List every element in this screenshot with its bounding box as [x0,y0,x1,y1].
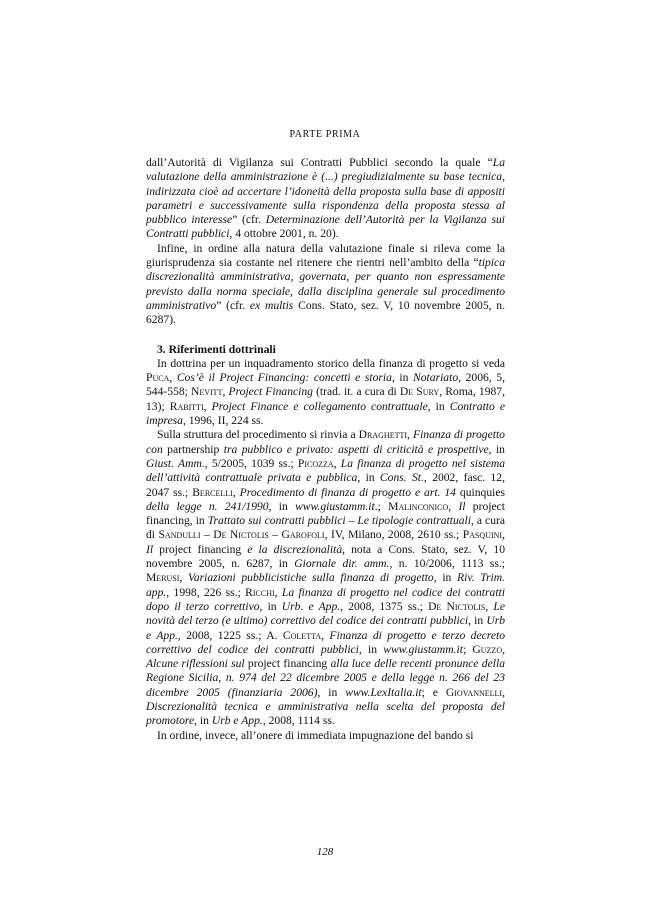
italic-run: Alcune riflessioni sul [146,657,245,671]
text-run: , 2008, 1375 ss.; [340,599,429,613]
italic-run: alla luce delle recenti pronunce della Regione Sicilia, n. 974 del 22 dicembre 2005 e della legge n. 266 del 23 dicembre 2005 (finanziaria 2006) [146,657,505,699]
text-run: dall’Autorità di Vigilanza sui Contratti Pubblici secondo la quale “ [146,156,493,169]
italic-run: www.LexItalia.it [345,685,422,699]
text-run: In ordine, invece, all’onere di immediata impugnazione del bando si [157,728,474,742]
page-body [146,156,505,743]
author-name: Draghetti [358,428,408,442]
text-run: , in [259,599,282,613]
author-name: De Nictolis [428,599,486,613]
italic-run: Finanza di progetto con [146,428,505,456]
text-run: , nota a Cons. Stato, sez. V, 10 novembre 2005, n. 6287, in [146,542,506,571]
author-name: Puca [146,371,170,385]
italic-run: La finanza di progetto nel sistema dell’attività contrattuale privata e pubblica [146,456,506,485]
text-run: Sulla struttura del procedimento si rinvia a [157,428,359,442]
text-run: , n. 10/2006, 1113 ss.; [389,557,505,571]
text-run: , 1996, II, 224 ss. [182,414,264,428]
author-name: Pasquini [462,528,503,542]
text-run: , in [468,614,487,628]
text-run: Infine, in ordine alla natura della valutazione finale si rileva come la giurisprudenza sia costante nel ritenere che rientri nell’ambito della “ [146,241,505,270]
italic-run: Giornale dir. amm. [294,557,390,571]
paragraph-4 [146,428,505,728]
italic-run: Contratto e impresa [146,399,505,428]
text-run: , [502,685,505,699]
italic-run: Urb e App. [211,714,263,728]
text-run: , in [317,685,346,699]
italic-run: Determinazione dell’Autorità per la Vigilanza sui Contratti pubblici [146,213,505,241]
text-run: project financing [146,499,505,528]
italic-run: Discrezionalità tecnica e amministrativa nella scelta del proposta del promotore [146,699,505,728]
italic-run: Notariato [413,371,459,385]
text-run: , [274,585,282,599]
text-run: , in [357,471,380,485]
italic-run: della legge n. 241/1990 [146,499,269,513]
italic-run: Il [458,499,466,513]
paragraph-5 [146,729,505,743]
text-run: , [448,499,459,513]
text-run: project financing [153,542,248,556]
author-name: Nevitt [190,385,223,399]
italic-run: Project Finance e collegamento contrattuale [211,399,428,413]
page-number: 128 [316,846,334,858]
italic-run: tipica discrezionalità amministrativa, governata, per quanto non espressamente previsto dalla norma speciale, dalla disciplina generale sul procedimento amministrativo [146,256,505,312]
italic-run: La valutazione della amministrazione è (...) pregiudizialmente su base tecnica, indirizzata cioè ad accertare l’idoneità della proposta sulla base di appositi parametri e successivamente sulla rispondenza della proposta stessa al pubblico interesse [146,156,505,227]
running-header: PARTE PRIMA [289,129,361,140]
text-run: , [502,528,505,542]
text-run: Cons. Stato, sez. V, 10 novembre 2005, n. 6287). [146,298,505,327]
text-run: , 2008, 1225 ss.; A. [177,628,283,642]
text-run: ; [462,642,473,656]
text-run: , 4 ottobre 2001, n. 20). [229,227,339,241]
text-run: , in [194,714,212,728]
text-run: , in [427,399,450,413]
italic-run: Cos’è il Project Financing: concetti e storia [176,371,392,385]
italic-run: Project Financing [228,385,313,399]
italic-run: Finanza di progetto e terzo decreto correttivo del codice dei contratti pubblici [146,628,505,656]
text-run: , [502,642,505,656]
text-run: , in [488,442,505,456]
text-run: , a cura di [146,514,505,542]
text-run: quinquies [455,485,505,499]
author-name: Coletta [282,628,322,642]
text-run: , [169,371,177,385]
text-run: ; e [421,685,446,699]
italic-run: Cons. St. [379,471,424,485]
italic-run: e la discrezionalità [247,542,343,556]
text-run: , in [189,514,208,528]
italic-run: Riv. Trim. app. [146,571,506,599]
italic-run: Variazioni pubblicistiche sulla finanza di progetto [188,571,434,585]
author-name: Giovannelli [445,685,503,699]
text-run: , 2008, 1114 ss. [262,714,335,728]
author-name: Rabitti [169,399,204,413]
text-run: , Roma, 1987, 13); [146,385,505,413]
text-run: , 1998, 226 ss.; [166,585,246,599]
author-name: Picozza [297,456,334,470]
text-run: , [203,399,212,413]
text-run: , [179,571,189,585]
text-run: , [333,456,341,470]
text-run: , 5/2005, 1039 ss.; [204,456,298,470]
text-run: .; [374,499,389,513]
text-run: , in [433,571,458,585]
paragraph-1 [146,156,505,242]
text-run: , [232,485,240,499]
paragraph-3 [146,357,505,428]
italic-run: Il [146,542,154,556]
italic-run: Urb. e App. [281,599,341,613]
italic-run: Urb e App. [146,614,506,642]
italic-run: Procedimento di finanza di progetto e art. 14 [239,485,456,499]
italic-run: ex multis [249,298,294,312]
italic-run: La finanza di progetto nel codice dei contratti dopo il terzo correttivo [146,585,505,613]
author-name: Merusi [146,571,180,585]
italic-run: Trattato sui contratti pubblici – Le tipologie contrattuali [207,514,471,528]
author-name: De Sury [399,385,440,399]
italic-run: Le novità del terzo (e ultimo) correttivo del codice dei contratti pubblici [146,599,505,628]
text-run: , IV, Milano, 2008, 2610 ss.; [324,528,463,542]
text-run: (trad. it. a cura di [312,385,400,399]
italic-run: www.giustamm.it [295,499,375,513]
text-run: , in [268,499,296,513]
text-run: project financing [244,657,331,671]
text-run: , [321,628,330,642]
italic-run: tra pubblico e privato: aspetti di criticità e prospettive [223,442,489,456]
author-name: Ricchi [245,585,275,599]
section-heading: 3. Riferimenti dottrinali [157,342,276,356]
text-run: , in [391,371,414,385]
paragraph-2 [146,242,505,328]
author-name: Sandulli – De Nictolis – Garofoli [158,528,325,542]
text-run: , [407,428,413,442]
text-run: , in [358,642,384,656]
text-run: , 2002, fasc. 12, 2047 ss.; [146,471,505,499]
text-run: ” (cfr. [216,298,250,312]
italic-run: www.giustamm.it [383,642,463,656]
italic-run: Giust. Amm. [146,456,205,470]
text-run: , [222,385,229,399]
text-run: , [485,599,494,613]
text-run: partnership [162,442,224,456]
text-run: , 2006, 5, 544-558; [146,371,505,399]
text-run: ” (cfr. [232,213,266,227]
author-name: Bercelli [192,485,233,499]
author-name: Malinconico [388,499,449,513]
author-name: Guzzo [472,642,503,656]
text-run: In dottrina per un inquadramento storico della finanza di progetto si veda [157,356,505,370]
